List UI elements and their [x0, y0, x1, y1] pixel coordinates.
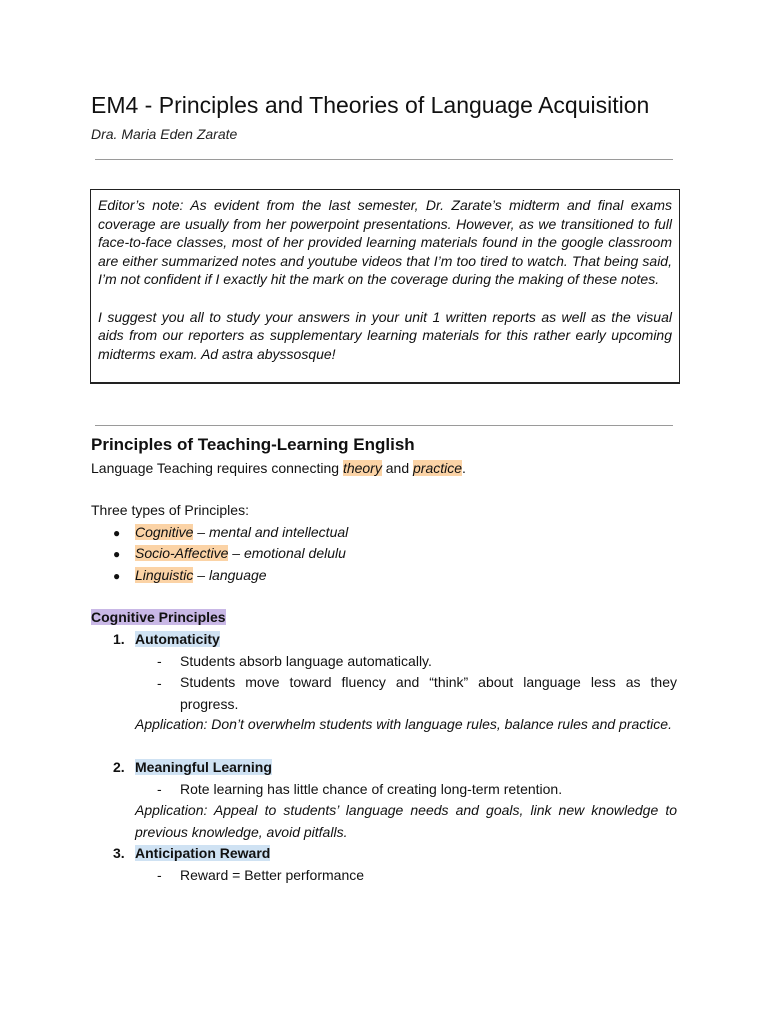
cognitive-heading: [91, 609, 226, 625]
type-term: Cognitive: [135, 524, 194, 540]
cognitive-heading-text: Cognitive Principles: [91, 609, 226, 625]
type-term: Linguistic: [135, 567, 194, 583]
dash-icon: -: [157, 867, 162, 883]
application-text: Application: Appeal to students’ language needs and goals, link new knowledge to previous knowledge, avoid pitfalls.: [135, 802, 677, 840]
type-item-linguistic: [135, 567, 267, 583]
point-text: Reward = Better performance: [180, 867, 365, 883]
intro-and: and: [381, 460, 413, 476]
type-desc: – language: [193, 567, 267, 583]
point-text: Rote learning has little chance of creating long-term retention.: [180, 781, 563, 797]
application-text: Application: Don’t overwhelm students with language rules, balance rules and practice.: [135, 716, 672, 732]
highlight-theory: theory: [342, 460, 382, 476]
item-title-text: Meaningful Learning: [135, 759, 272, 775]
document-title: EM4 - Principles and Theories of Language Acquisition: [91, 92, 650, 118]
dash-icon: -: [157, 781, 162, 797]
item-title-automaticity: [135, 631, 220, 647]
dash-icon: -: [157, 675, 162, 691]
section-heading: Principles of Teaching-Learning English: [91, 435, 415, 454]
bullet-icon: ●: [113, 526, 121, 540]
item-title-anticipation-reward: [135, 845, 270, 861]
item-title-meaningful-learning: [135, 759, 272, 775]
dash-icon: -: [157, 653, 162, 669]
item-number: 3.: [113, 845, 125, 861]
editors-note-paragraph-1: Editor’s note: As evident from the last semester, Dr. Zarate’s midterm and final exams coverage are usually from her powerpoint presentations. However, as we transitioned to full face-to-face classes, most of her provided learning materials found in the google classroom are either summarized notes and youtube videos that I’m too tired to watch. That being said, I’m not confident if I exactly hit the mark on the coverage during the making of these notes.: [98, 197, 672, 288]
editors-note-box: [90, 189, 680, 384]
type-term: Socio-Affective: [135, 545, 229, 561]
item-title-text: Automaticity: [135, 631, 220, 647]
editors-note-paragraph-2: I suggest you all to study your answers in your unit 1 written reports as well as the visual aids from our reporters as supplementary learning materials for this rather early upcoming midterms exam. Ad astra abyssosque!: [98, 308, 672, 362]
point-text: Students move toward fluency and “think” about language less as they progress.: [180, 674, 677, 712]
type-desc: – mental and intellectual: [193, 524, 349, 540]
bullet-icon: ●: [113, 547, 121, 561]
highlight-practice: practice: [413, 460, 463, 476]
type-item-socio-affective: [135, 545, 346, 561]
item-number: 2.: [113, 759, 125, 775]
point-text: Students absorb language automatically.: [180, 653, 432, 669]
item-number: 1.: [113, 631, 125, 647]
intro-suffix: .: [462, 460, 466, 476]
document-author: Dra. Maria Eden Zarate: [91, 126, 238, 142]
intro-prefix: Language Teaching requires connecting: [91, 460, 343, 476]
type-desc: – emotional delulu: [228, 545, 346, 561]
bullet-icon: ●: [113, 569, 121, 583]
divider-top: [95, 159, 673, 160]
intro-line: [91, 460, 466, 476]
types-label: Three types of Principles:: [91, 502, 249, 518]
divider-section: [95, 425, 673, 426]
item-title-text: Anticipation Reward: [135, 845, 271, 861]
type-item-cognitive: [135, 524, 348, 540]
